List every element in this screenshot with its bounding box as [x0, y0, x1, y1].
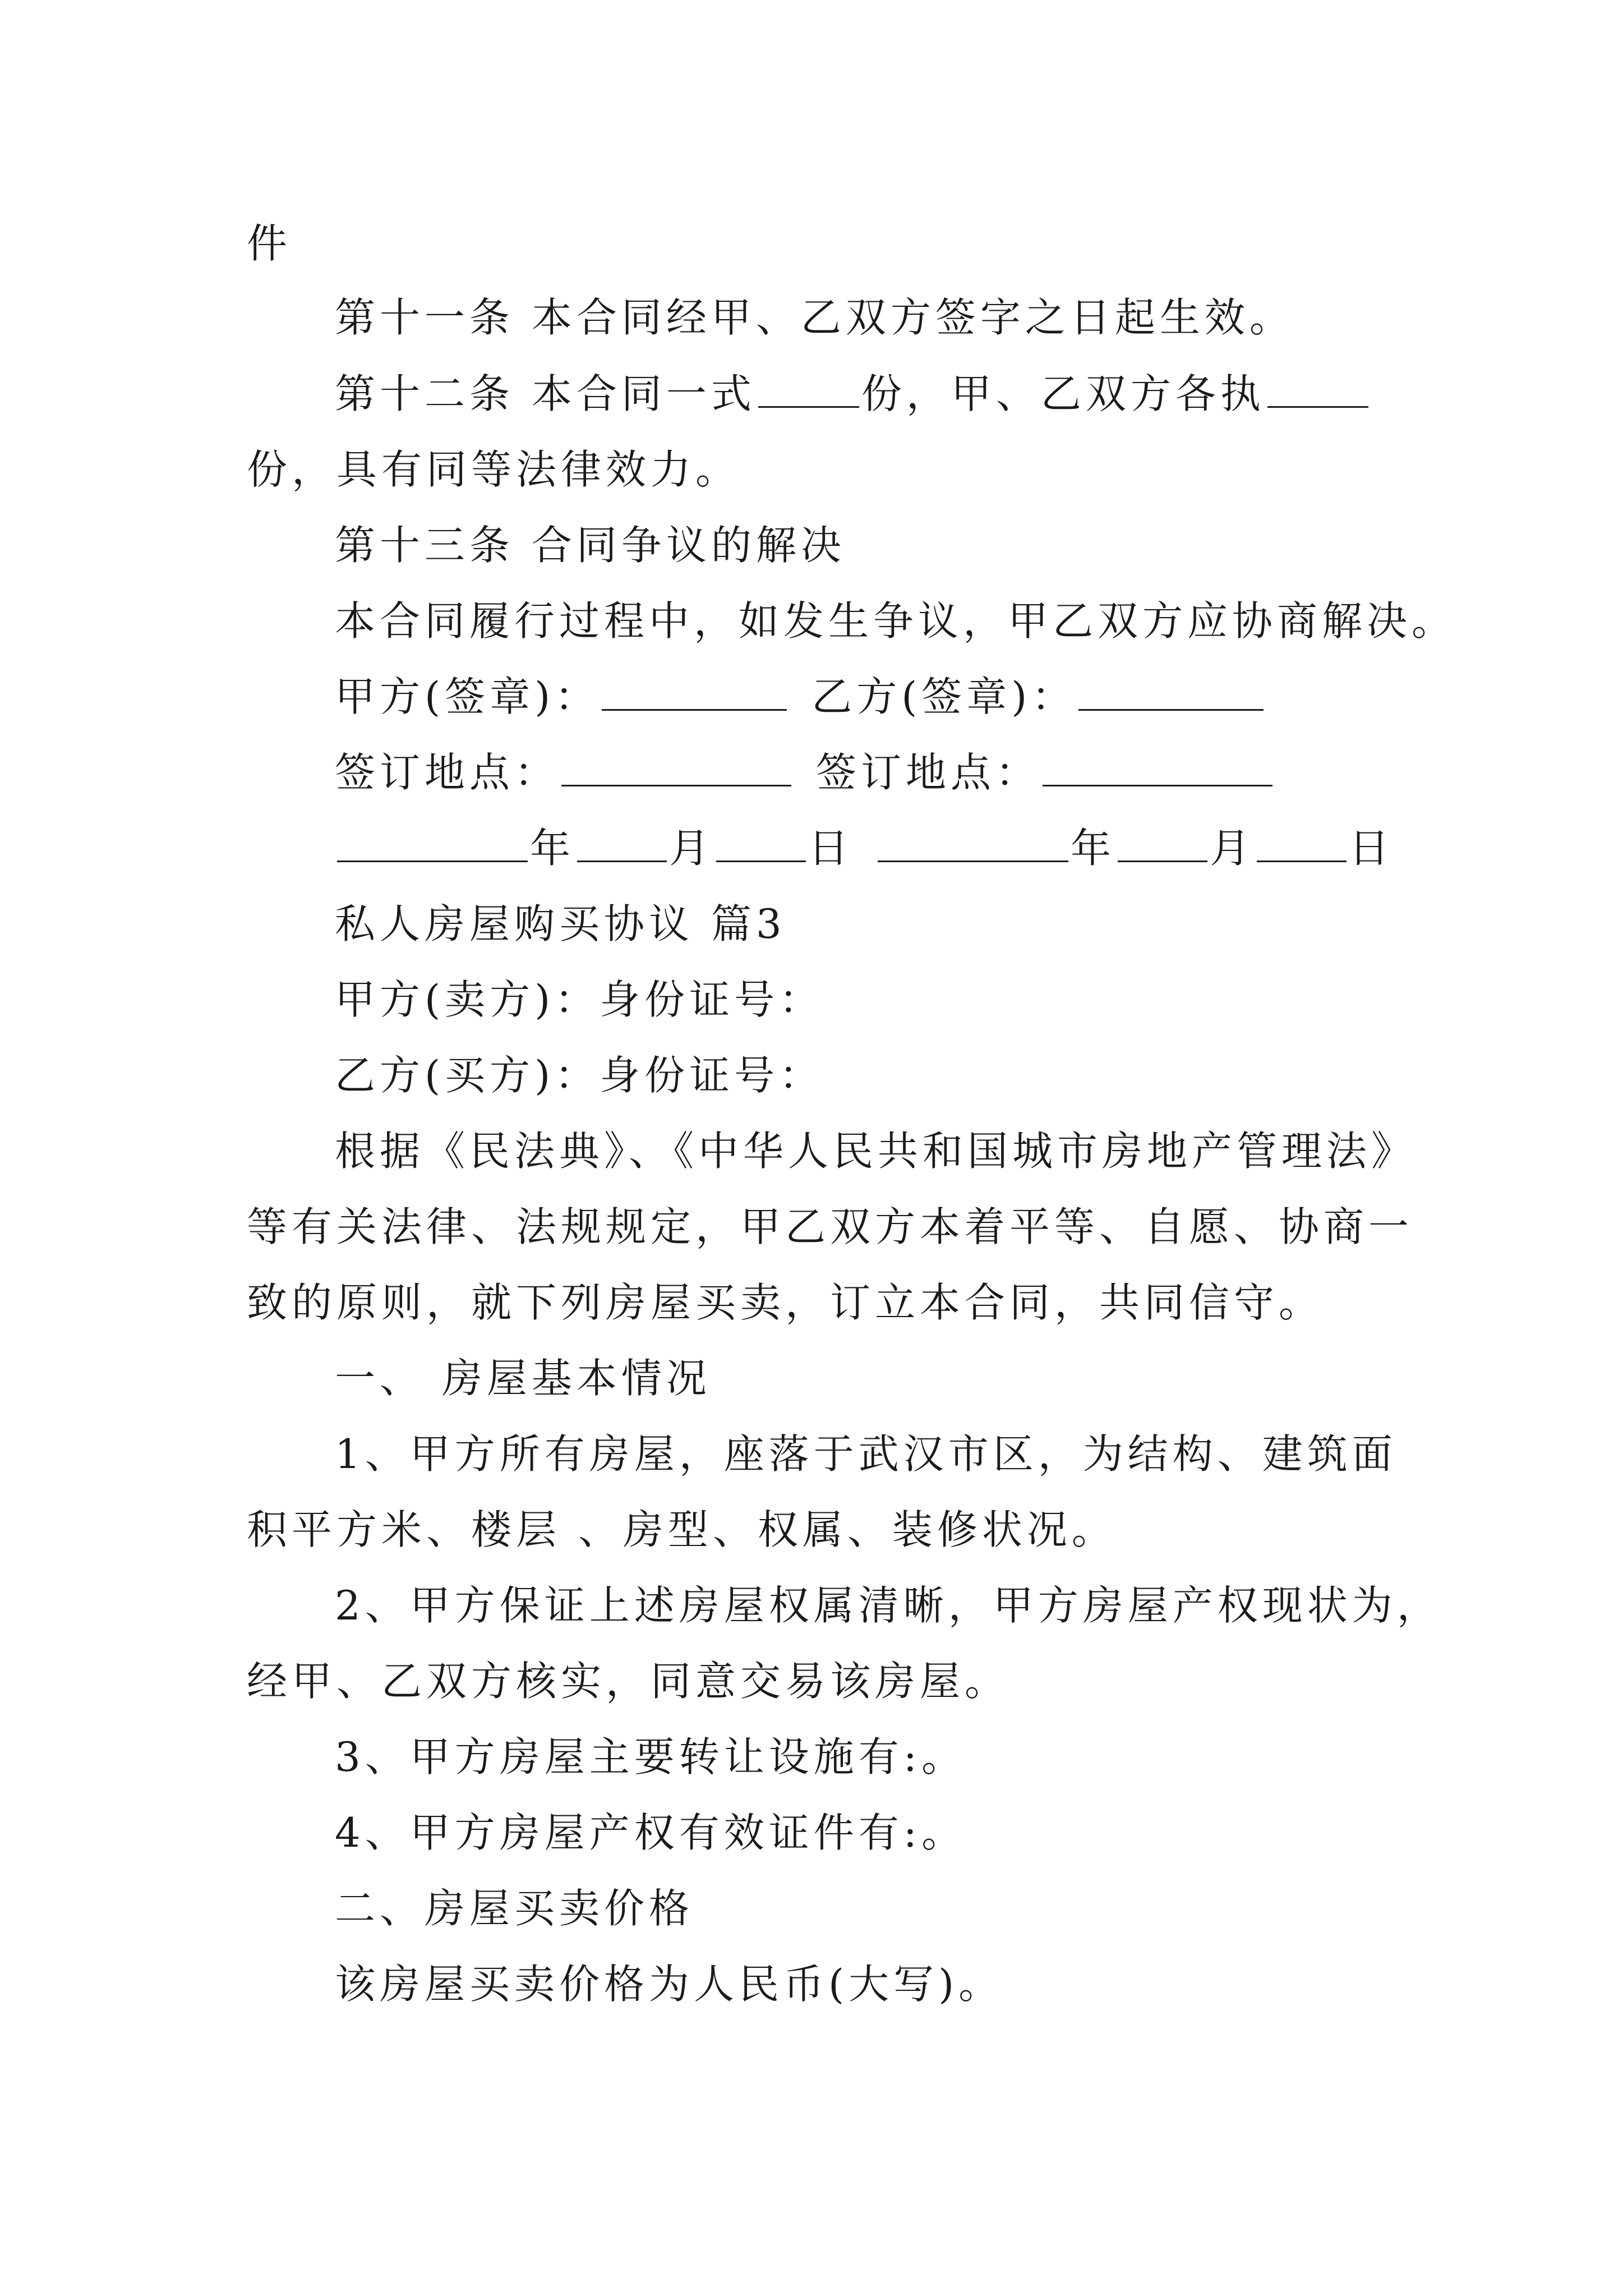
line-text: 根据《民法典》、《中华人民共和国城市房地产管理法》 [335, 1128, 1417, 1175]
year-label: 年 [1071, 825, 1116, 872]
article-12 [335, 366, 1371, 422]
text-line [247, 1653, 1009, 1709]
line-text: 私人房屋购买协议 篇3 [335, 900, 786, 947]
text-line [335, 1805, 966, 1861]
section-heading [335, 1350, 711, 1406]
line-text: 等有关法律、法规规定，甲乙双方本着平等、自愿、协商一 [247, 1203, 1414, 1250]
year-label: 年 [530, 825, 575, 872]
month-label: 月 [669, 825, 714, 872]
line-text: 1、甲方所有房屋，座落于武汉市区，为结构、建筑面 [335, 1430, 1397, 1478]
line-text: 第十一条 本合同经甲、乙双方签字之日起生效。 [335, 294, 1294, 341]
text-line [335, 1956, 1003, 2012]
text-line [247, 215, 292, 272]
party-a-line [335, 972, 824, 1028]
text-line [247, 1199, 1413, 1255]
month-blank [1118, 825, 1207, 862]
line-text: 一、 房屋基本情况 [335, 1355, 711, 1402]
text-line [247, 1502, 1117, 1558]
line-text: 份，甲、乙双方各执 [861, 370, 1265, 417]
day-blank [716, 825, 806, 862]
party-a-sign-label: 甲方(签章)： [335, 673, 600, 720]
line-text: 该房屋买卖价格为人民币(大写)。 [335, 1961, 1004, 2008]
year-blank [878, 825, 1068, 862]
signing-place-label: 签订地点： [335, 749, 560, 796]
line-text: 件 [247, 220, 292, 267]
day-blank [1257, 825, 1347, 862]
line-text: 经甲、乙双方核实，同意交易该房屋。 [247, 1658, 1010, 1705]
line-text: 甲方(卖方)：身份证号： [335, 976, 824, 1023]
article-11 [335, 289, 1294, 346]
party-a-sign-blank [602, 673, 787, 711]
copies-blank [758, 370, 859, 408]
party-b-sign-blank [1078, 673, 1264, 711]
line-text: 份，具有同等法律效力。 [247, 446, 741, 493]
signing-place-blank-a [561, 749, 791, 786]
line-text: 4、甲方房屋产权有效证件有:。 [335, 1809, 967, 1856]
text-line [247, 441, 740, 498]
month-label: 月 [1210, 825, 1255, 872]
article-13 [335, 517, 846, 573]
text-line [247, 1274, 1324, 1331]
line-text: 致的原则，就下列房屋买卖，订立本合同，共同信守。 [247, 1279, 1324, 1326]
section-heading [335, 896, 786, 952]
text-line [335, 1577, 1442, 1634]
month-blank [577, 825, 667, 862]
signing-place-blank-b [1043, 749, 1272, 786]
text-line [335, 1123, 1416, 1179]
line-text: 3、甲方房屋主要转让设施有:。 [335, 1733, 967, 1780]
day-label: 日 [808, 825, 854, 872]
date-line [335, 820, 1394, 876]
line-text: 2、甲方保证上述房屋权属清晰，甲方房屋产权现状为， [335, 1582, 1442, 1629]
year-blank [337, 825, 528, 862]
section-heading [335, 1880, 694, 1936]
day-label: 日 [1349, 825, 1394, 872]
line-text: 乙方(买方)：身份证号： [335, 1052, 824, 1099]
signing-place-label: 签订地点： [816, 749, 1041, 796]
line-text: 第十二条 本合同一式 [335, 370, 756, 417]
each-hold-blank [1267, 370, 1368, 408]
signature-line [335, 669, 1266, 725]
signing-place-line [335, 744, 1275, 800]
line-text: 第十三条 合同争议的解决 [335, 522, 846, 569]
text-line [335, 1426, 1397, 1482]
line-text: 二、房屋买卖价格 [335, 1885, 694, 1932]
line-text: 本合同履行过程中，如发生争议，甲乙双方应协商解决。 [335, 597, 1457, 645]
party-b-line [335, 1047, 824, 1103]
line-text: 积平方米、楼层 、房型、权属、装修状况。 [247, 1506, 1117, 1553]
party-b-sign-label: 乙方(签章)： [811, 673, 1077, 720]
text-line [335, 1729, 966, 1785]
text-line [335, 593, 1456, 649]
